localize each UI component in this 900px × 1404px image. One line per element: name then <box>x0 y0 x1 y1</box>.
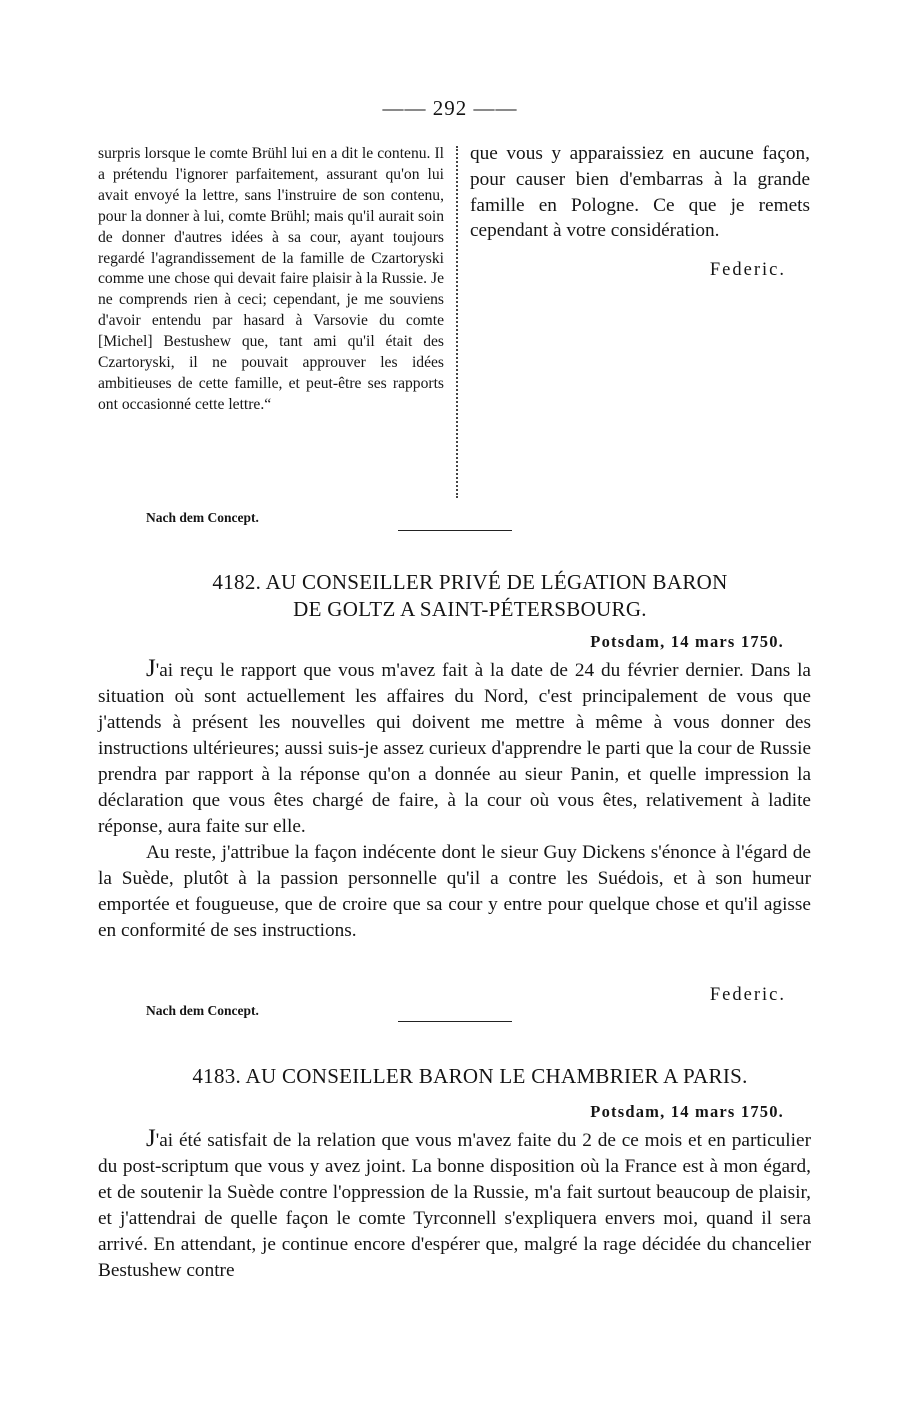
letter-4182-title-line2: DE GOLTZ A SAINT-PÉTERSBOURG. <box>293 597 647 621</box>
letter-4183-paragraph-1-text: 'ai été satisfait de la relation que vous m'avez faite du 2 de ce mois et en particulier du post-scriptum que vous y avez joint. La bonne disposition où la France est à mon égard, et de soutenir la Suède contre l'oppression de la Russie, m'a fait surtout beaucoup de plaisir, et j'attendrai de quelle façon le comte Tyrconnell s'expliquera envers moi, quand il sera arrivé. En attendant, je continue encore d'espérer que, malgré la rage décidée du chancelier Bestushew contre <box>98 1130 811 1281</box>
previous-letter-left-text: surpris lorsque le comte Brühl lui en a dit le contenu. Il a prétendu l'ignorer parfaitement, assurant qu'on lui avait envoyé la lettre, sans l'instruire de son contenu, pour la donner à lui, comte Brühl; mais qu'il aurait soin de donner d'autres idées à sa cour, ayant toujours regardé l'agrandissement de la famille de Czartoryski comme une chose qui devait faire plaisir à la Russie. Je ne comprends rien à ceci; cependant, je me souviens d'avoir entendu par hasard à Varsovie du comte [Michel] Bestushew que, tant ami qu'il était des Czartoryski, il ne pouvait approuver les idées ambitieuses de cette famille, et peut-être ses rapports ont occasionné cette lettre.“ <box>98 145 444 413</box>
previous-letter-left-column <box>98 144 444 416</box>
previous-letter-signature: Federic. <box>709 260 786 280</box>
section-rule <box>398 530 512 531</box>
letter-4183-title <box>90 1063 850 1090</box>
letter-4182-body <box>98 656 811 944</box>
letter-4182-date: 14 mars 1750. <box>670 632 784 651</box>
letter-4182-paragraph-1 <box>98 656 811 840</box>
letter-4182-signature: Federic. <box>709 985 786 1005</box>
letter-4183-place-date <box>400 1102 784 1122</box>
letter-4183-title-line1: 4183. AU CONSEILLER BARON LE CHAMBRIER A PARIS. <box>192 1064 748 1088</box>
letter-4182-title <box>90 569 850 623</box>
column-divider <box>456 146 458 498</box>
letter-4182-place-date <box>400 632 784 652</box>
letter-4182-paragraph-1-text: 'ai reçu le rapport que vous m'avez fait à la date de 24 du février dernier. Dans la situation où sont actuellement les affaires du Nord, c'est principalement de vous que j'attends à présent les nouvelles qui doivent me mettre à même à vous donner des instructions ultérieures; aussi suis-je assez curieux d'apprendre le parti que la cour de Russie prendra par rapport à la réponse qu'on a donnée au sieur Panin, et quelle impression la déclaration que vous êtes chargé de faire, à la cour où vous êtes, relativement à ladite réponse, aura faite sur elle. <box>98 660 811 837</box>
letter-4183-drop-initial: J <box>146 1125 156 1152</box>
previous-letter-source-note: Nach dem Concept. <box>146 510 259 525</box>
letter-4183-paragraph-1 <box>98 1126 811 1284</box>
letter-4183-place: Potsdam, <box>590 1102 666 1121</box>
letter-4182-place: Potsdam, <box>590 632 666 651</box>
previous-letter-right-text: que vous y apparaissiez en aucune façon, pour causer bien d'embarras à la grande famille en Pologne. Ce que je remets cependant à votre considération. <box>470 143 810 242</box>
letter-4182-paragraph-2: Au reste, j'attribue la façon indécente dont le sieur Guy Dickens s'énonce à l'égard de la Suède, plutôt à la passion personnelle qu'il a contre les Suédois, et à son humeur emportée et fougueuse, que de croire que sa cour y entre pour quelque chose et qu'il agisse en conformité de ses instructions. <box>98 842 811 941</box>
letter-4183-date: 14 mars 1750. <box>670 1102 784 1121</box>
letter-4182-source-note: Nach dem Concept. <box>146 1003 259 1018</box>
previous-letter-right-column <box>470 141 810 244</box>
letter-4182-drop-initial: J <box>146 655 156 682</box>
letter-4182-title-line1: 4182. AU CONSEILLER PRIVÉ DE LÉGATION BARON <box>212 570 728 594</box>
section-rule <box>398 1021 512 1022</box>
page-number: —— 292 —— <box>382 96 518 120</box>
letter-4183-body <box>98 1126 811 1284</box>
